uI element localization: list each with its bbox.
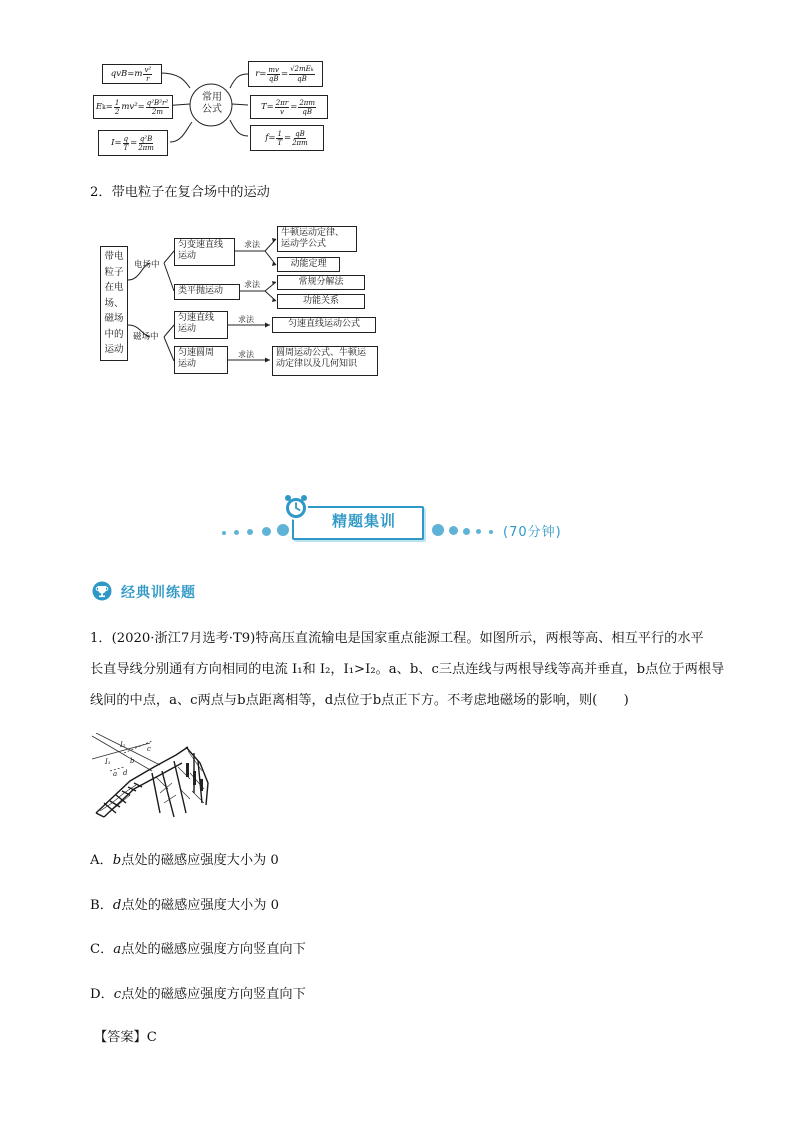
flow-mid-uniform-linear: 匀速直线 运动 xyxy=(174,311,228,339)
subsection-title: 经典训练题 xyxy=(121,585,196,601)
flow-result-decomposition: 常规分解法 xyxy=(277,275,365,290)
flow-result-circular-formula: 圆周运动公式、牛顿运 动定律以及几何知识 xyxy=(272,346,378,376)
flow-method-label-3: 求法 xyxy=(238,350,254,359)
flow-branch-magnetic: 磁场中 xyxy=(133,332,159,342)
figure-label-d: d xyxy=(123,769,128,777)
figure-label-c: c xyxy=(147,745,151,753)
trophy-icon xyxy=(92,581,112,601)
formula-box-qvb: qvB=m $\frac{\text{v²}}{r}$ xyxy=(102,64,162,84)
figure-label-a: a xyxy=(113,770,118,778)
option-letter: A． xyxy=(90,853,113,868)
flow-result-kinetic-theorem: 动能定理 xyxy=(277,257,340,272)
option-text: 点处的磁感应强度大小为 0 xyxy=(121,898,279,913)
option-text: 点处的磁感应强度方向竖直向下 xyxy=(121,942,306,957)
banner-dot xyxy=(277,524,289,536)
flow-method-label-1: 求法 xyxy=(244,280,260,289)
option-letter: B． xyxy=(90,898,113,913)
banner-title: 精题集训 xyxy=(331,512,396,530)
banner-dot xyxy=(449,526,458,535)
answer-line xyxy=(94,1026,157,1045)
option-variable: d xyxy=(112,898,122,913)
option-text: 点处的磁感应强度方向竖直向下 xyxy=(121,987,306,1002)
alarm-clock-icon xyxy=(282,493,310,521)
banner-dot xyxy=(432,524,444,536)
power-line-figure xyxy=(90,733,214,819)
formula-box-ek: E k = $\frac{1}{2}$ mv²= $\frac{\text{q²B²r²}}{2m}$ xyxy=(93,95,173,119)
banner-dot xyxy=(262,527,271,536)
section-2-heading: 2．带电粒子在复合场中的运动 xyxy=(90,185,270,200)
banner-time: (70分钟) xyxy=(503,525,562,540)
option-b[interactable] xyxy=(90,894,279,913)
banner-dot xyxy=(247,529,253,535)
figure-label-b: b xyxy=(130,757,135,765)
flow-mid-projectile: 类平抛运动 xyxy=(174,284,240,300)
formula-box-radius: r= $\frac{mv}{qB}$ = $\frac{\text{√2mEk}}{qB}$ xyxy=(248,61,323,87)
formula-center-label: 常用 公式 xyxy=(202,92,222,115)
figure-label-i1: I₁ xyxy=(105,758,111,766)
option-variable: c xyxy=(113,987,122,1002)
flow-method-label-0: 求法 xyxy=(244,240,260,249)
flow-result-uniform-linear-formula: 匀速直线运动公式 xyxy=(272,317,376,333)
banner-dot xyxy=(476,529,481,534)
formula-box-period: T= $\frac{2\pi r}{v}$ = $\frac{2\pi m}{qB}$ xyxy=(250,95,328,119)
option-letter: D． xyxy=(90,987,114,1002)
flow-root: 带电 粒子 在电 场、 磁场 中的 运动 xyxy=(100,246,128,361)
flow-result-work-energy: 功能关系 xyxy=(277,294,365,309)
banner-dot xyxy=(222,531,226,535)
option-c[interactable] xyxy=(90,938,306,957)
option-variable: b xyxy=(112,853,122,868)
option-d[interactable] xyxy=(90,983,306,1002)
flow-mid-uniform-circular: 匀速圆周 运动 xyxy=(174,346,228,374)
option-letter: C． xyxy=(90,942,114,957)
banner-dot xyxy=(489,530,493,534)
option-a[interactable] xyxy=(90,849,279,868)
flow-result-newton-kinematics: 牛顿运动定律、 运动学公式 xyxy=(277,226,357,252)
option-text: 点处的磁感应强度大小为 0 xyxy=(121,853,279,868)
question-stem-line-3: 线间的中点，a、c两点与b点距离相等，d点位于b点正下方。不考虑地磁场的影响，则( ) xyxy=(90,693,629,708)
option-variable: a xyxy=(113,942,122,957)
banner-dot xyxy=(234,530,239,535)
answer-value: C xyxy=(146,1030,157,1045)
flow-method-label-2: 求法 xyxy=(238,315,254,324)
formula-box-frequency: f= $\frac{1}{T}$ = $\frac{qB}{2\pi m}$ xyxy=(250,125,324,151)
question-stem-line-2: 长直导线分别通有方向相同的电流 I₁和 I₂，I₁>I₂。a、b、c三点连线与两根导线等高并垂直，b点位于两根导 xyxy=(90,662,725,677)
banner-dot xyxy=(463,528,470,535)
answer-label: 【答案】 xyxy=(94,1030,147,1045)
formula-box-current: I= $\frac{q}{T}$ = $\frac{\text{q²B}}{2\pi m}$ xyxy=(98,130,168,156)
question-stem-line-1: 1．(2020·浙江7月选考·T9)特高压直流输电是国家重点能源工程。如图所示，两根等高、相互平行的水平 xyxy=(90,631,704,646)
figure-label-i2: I₂ xyxy=(120,741,126,749)
flow-branch-electric: 电场中 xyxy=(134,260,160,270)
flow-mid-uniform-accel: 匀变速直线 运动 xyxy=(174,238,235,266)
